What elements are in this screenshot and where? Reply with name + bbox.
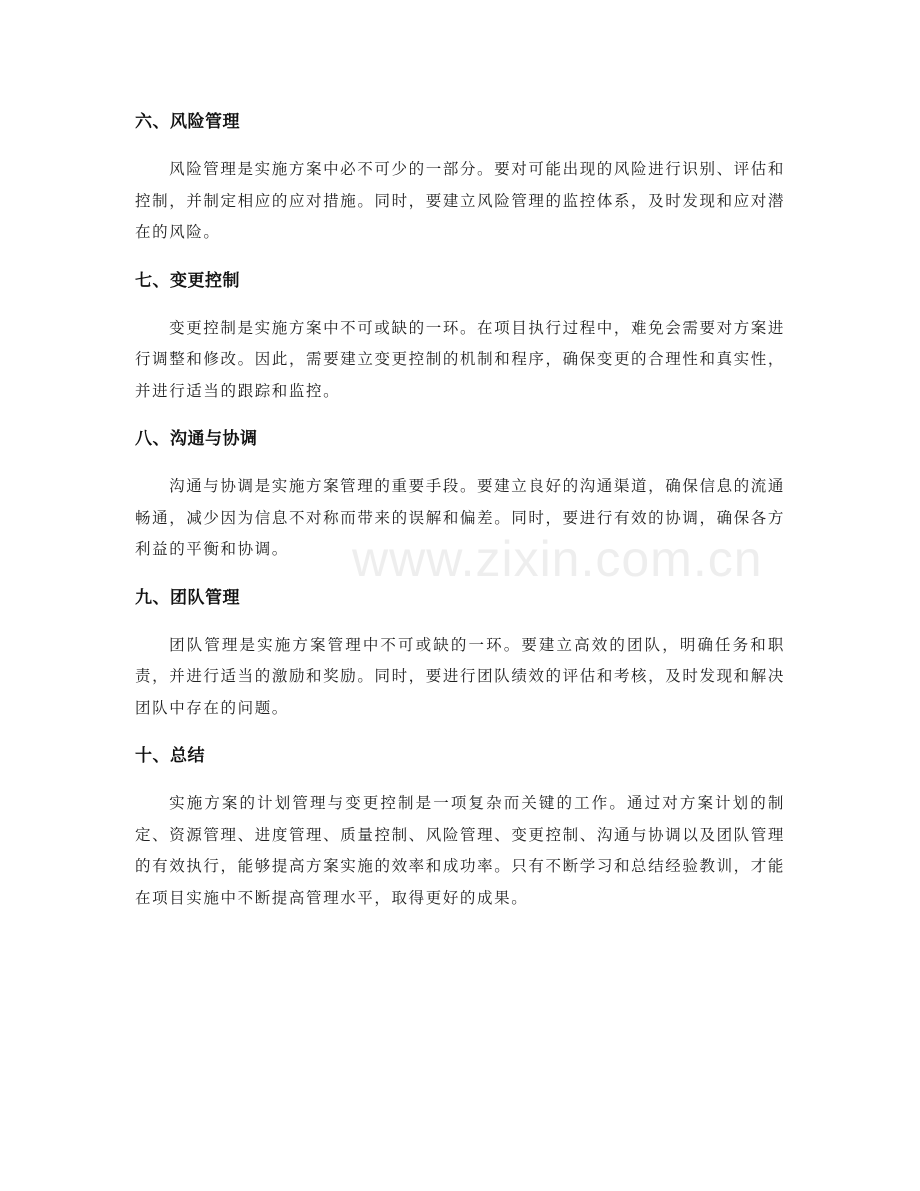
section-heading: 七、变更控制 bbox=[135, 270, 240, 291]
section-paragraph: 实施方案的计划管理与变更控制是一项复杂而关键的工作。通过对方案计划的制定、资源管理、进度管理、质量控制、风险管理、变更控制、沟通与协调以及团队管理的有效执行，能够提高方案实施的效率和成功率。只有不断学习和总结经验教训，才能在项目实施中不断提高管理水平，取得更好的成果。 bbox=[135, 794, 785, 907]
section-paragraph: 变更控制是实施方案中不可或缺的一环。在项目执行过程中，难免会需要对方案进行调整和修改。因此，需要建立变更控制的机制和程序，确保变更的合理性和真实性，并进行适当的跟踪和监控。 bbox=[135, 318, 785, 400]
section-heading: 六、风险管理 bbox=[135, 112, 240, 132]
section-change-control bbox=[135, 265, 785, 408]
section-paragraph: 风险管理是实施方案中必不可少的一部分。要对可能出现的风险进行识别、评估和控制，并制定相应的应对措施。同时，要建立风险管理的监控体系，及时发现和应对潜在的风险。 bbox=[135, 160, 785, 241]
section-paragraph: 沟通与协调是实施方案管理的重要手段。要建立良好的沟通渠道，确保信息的流通畅通，减少因为信息不对称而带来的误解和偏差。同时，要进行有效的协调，确保各方利益的平衡和协调。 bbox=[135, 477, 785, 558]
section-team-management bbox=[135, 582, 785, 725]
section-summary bbox=[135, 740, 785, 914]
section-paragraph: 团队管理是实施方案管理中不可或缺的一环。要建立高效的团队，明确任务和职责，并进行适当的激励和奖励。同时，要进行团队绩效的评估和考核，及时发现和解决团队中存在的问题。 bbox=[135, 635, 785, 717]
section-communication bbox=[135, 423, 785, 566]
document-content bbox=[135, 106, 785, 930]
section-heading: 九、团队管理 bbox=[135, 587, 240, 608]
section-heading: 十、总结 bbox=[135, 746, 205, 766]
section-heading: 八、沟通与协调 bbox=[135, 429, 258, 449]
section-risk-management bbox=[135, 106, 785, 249]
watermark: www.zixin.com.cn bbox=[352, 531, 763, 587]
